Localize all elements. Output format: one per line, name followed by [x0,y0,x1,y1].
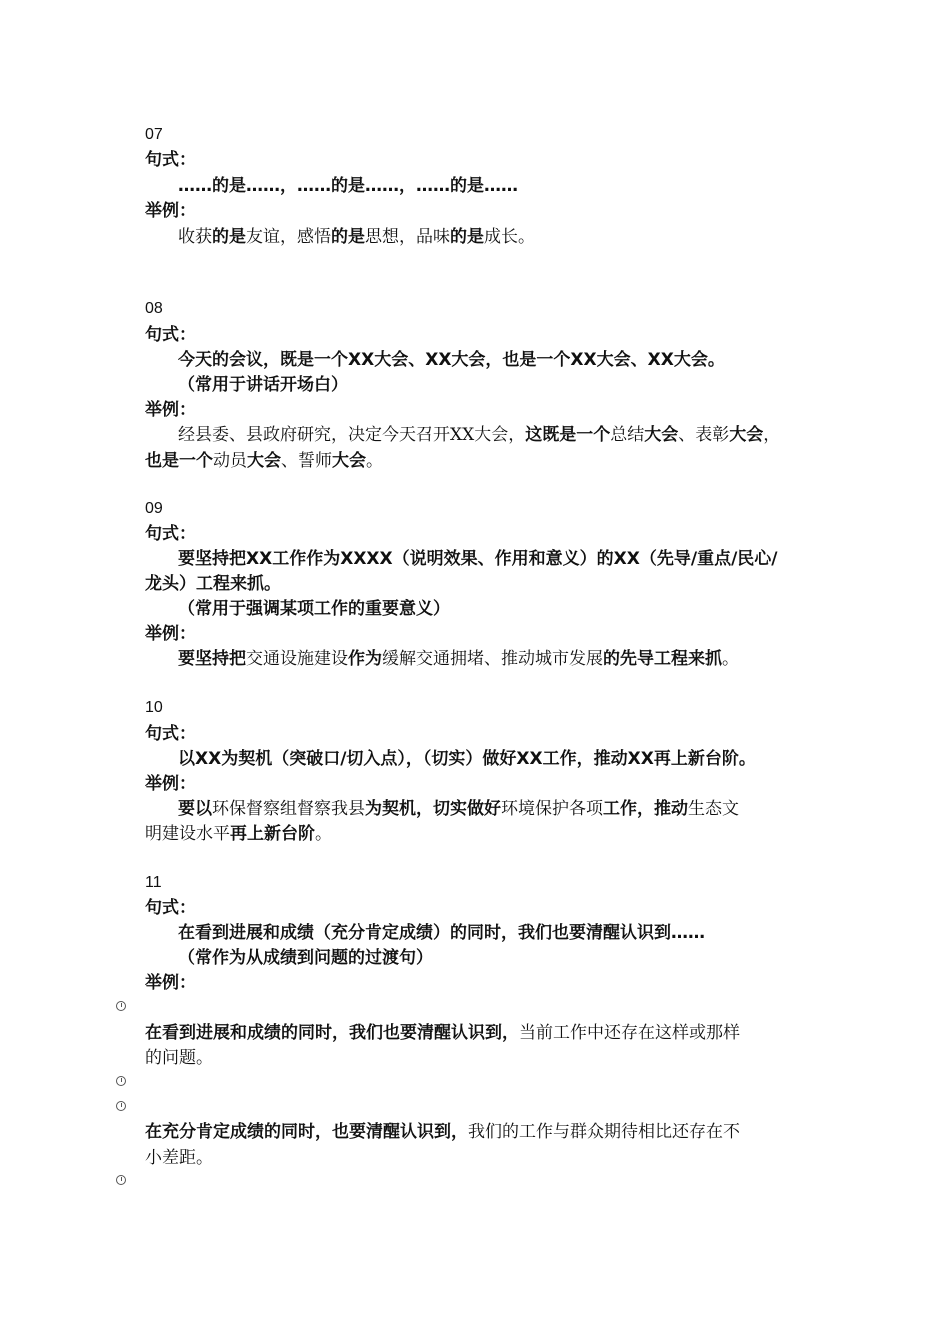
example-text-continued: 明建设水平再上新台阶。 [145,824,332,844]
pattern-text: 以XX为契机（突破口/切入点），（切实）做好XX工作，推动XX再上新台阶。 [178,749,756,769]
clock-bullet-icon [116,1175,126,1185]
example-label: 举例： [145,201,196,221]
example-item-continued: 的问题。 [145,1048,213,1068]
example-text: 要坚持把交通设施建设作为缓解交通拥堵、推动城市发展的先导工程来抓。 [178,649,739,669]
example-text: 经县委、县政府研究，决定今天召开XX大会，这既是一个总结大会、表彰大会， [178,425,781,445]
clock-bullet-icon [116,1101,126,1111]
pattern-text: 要坚持把XX工作作为XXXX（说明效果、作用和意义）的XX（先导/重点/民心/ [178,549,778,569]
example-label: 举例： [145,624,196,644]
section-number: 11 [145,874,162,891]
section-number: 10 [145,699,163,716]
pattern-text: 在看到进展和成绩（充分肯定成绩）的同时，我们也要清醒认识到…… [178,923,705,943]
example-text-continued: 也是一个动员大会、誓师大会。 [145,451,383,471]
example-item: 在充分肯定成绩的同时，也要清醒认识到，我们的工作与群众期待相比还存在不 [145,1122,740,1142]
pattern-note: （常作为从成绩到问题的过渡句） [178,948,433,968]
example-label: 举例： [145,973,196,993]
pattern-label: 句式： [145,898,196,918]
pattern-text: ……的是……，……的是……，……的是…… [178,176,518,196]
pattern-label: 句式： [145,724,196,744]
section-number: 08 [145,300,163,317]
example-text: 要以环保督察组督察我县为契机，切实做好环境保护各项工作，推动生态文 [178,799,739,819]
clock-bullet-icon [116,1076,126,1086]
example-text: 收获的是友谊，感悟的是思想，品味的是成长。 [178,227,535,247]
section-number: 09 [145,500,163,517]
example-label: 举例： [145,400,196,420]
pattern-label: 句式： [145,325,196,345]
pattern-note: （常用于讲话开场白） [178,375,348,395]
pattern-text-continued: 龙头）工程来抓。 [145,574,281,594]
section-number: 07 [145,126,163,143]
example-label: 举例： [145,774,196,794]
pattern-note: （常用于强调某项工作的重要意义） [178,599,450,619]
pattern-text: 今天的会议，既是一个XX大会、XX大会，也是一个XX大会、XX大会。 [178,350,725,370]
pattern-label: 句式： [145,524,196,544]
pattern-label: 句式： [145,150,196,170]
clock-bullet-icon [116,1001,126,1011]
example-item: 在看到进展和成绩的同时，我们也要清醒认识到，当前工作中还存在这样或那样 [145,1023,740,1043]
example-item-continued: 小差距。 [145,1148,213,1168]
